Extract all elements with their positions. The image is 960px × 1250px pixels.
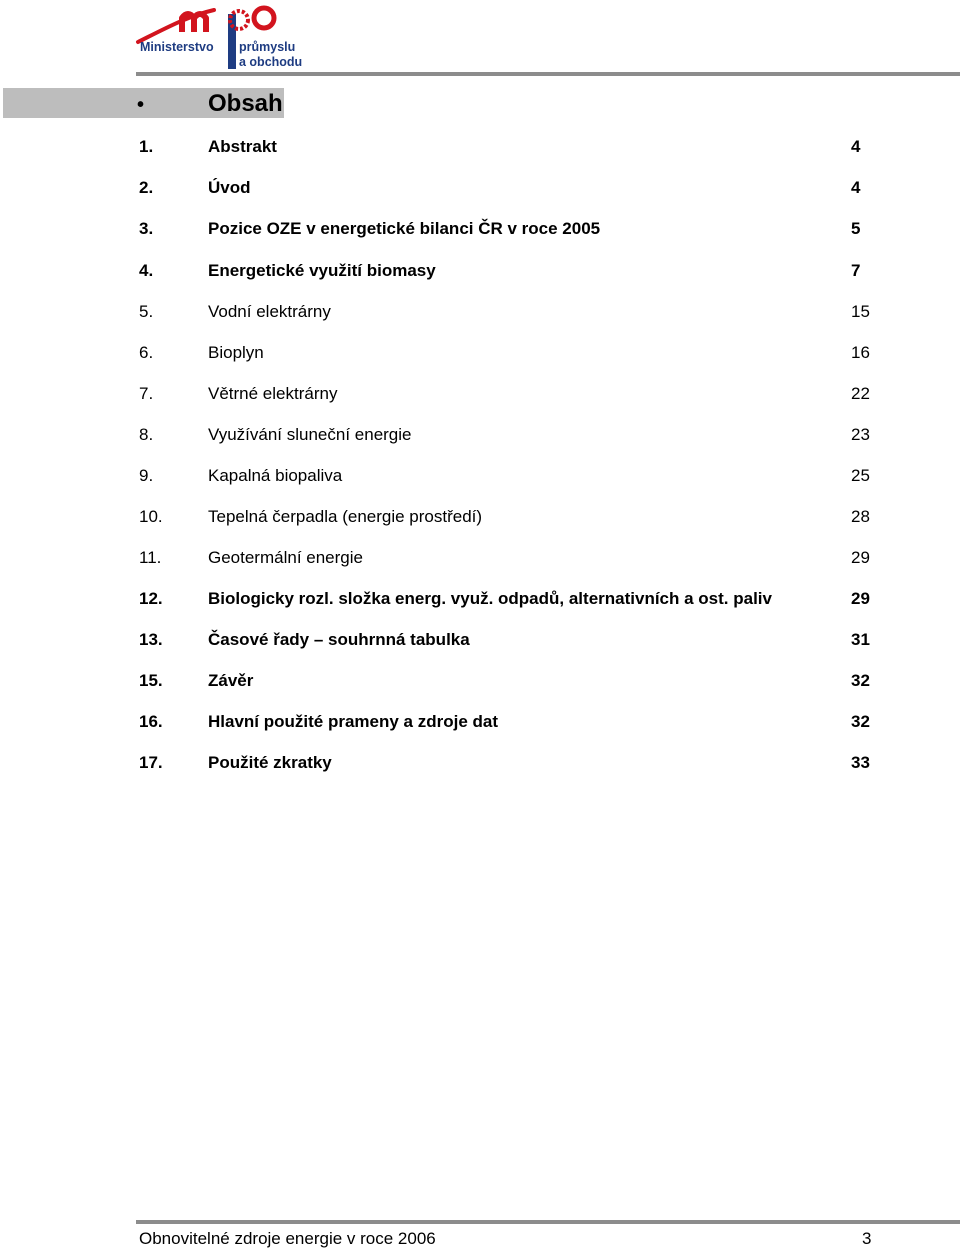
toc-item-page: 25 [851,466,870,485]
page-title: Obsah [208,90,283,117]
toc-item-page: 32 [851,712,870,731]
toc-item-page: 32 [851,671,870,690]
toc-item-page: 4 [851,178,861,197]
toc-item[interactable] [0,424,960,446]
toc-item[interactable] [0,383,960,405]
toc-item[interactable] [0,218,960,240]
toc-item-number: 1. [139,137,154,156]
toc-item-title: Kapalná biopaliva [208,466,343,485]
toc-item-title: Vodní elektrárny [208,302,331,321]
toc-item[interactable] [0,670,960,692]
toc-item[interactable] [0,506,960,528]
page-number: 3 [862,1229,872,1248]
toc-item[interactable] [0,301,960,323]
toc-item-number: 12. [139,589,163,608]
toc-item-number: 15. [139,671,163,690]
toc-item-page: 33 [851,753,870,772]
toc-item-title: Časové řady – souhrnná tabulka [208,630,470,649]
toc-item-title: Biologicky rozl. složka energ. využ. odpadů, alternativních a ost. paliv [208,589,772,608]
footer-rule [136,1220,960,1224]
toc-item-title: Použité zkratky [208,753,332,772]
toc-item-number: 8. [139,425,154,444]
toc-item-title: Energetické využití biomasy [208,261,436,280]
logo-text-line3: a obchodu [239,55,303,69]
toc-item-page: 28 [851,507,870,526]
toc-item-number: 17. [139,753,163,772]
toc-item[interactable] [0,752,960,774]
toc-item-title: Abstrakt [208,137,277,156]
heading-bullet: • [137,94,145,116]
footer-title: Obnovitelné zdroje energie v roce 2006 [139,1229,436,1248]
toc-item-title: Bioplyn [208,343,264,362]
toc-item-number: 16. [139,712,163,731]
toc-item-number: 2. [139,178,154,197]
logo-text-line2: průmyslu [239,40,296,54]
toc-item-number: 13. [139,630,163,649]
toc-item[interactable] [0,136,960,158]
mpo-logo-mark [136,2,301,72]
toc-item[interactable] [0,547,960,569]
toc-item-number: 4. [139,261,154,280]
toc-item-title: Pozice OZE v energetické bilanci ČR v roce 2005 [208,219,601,238]
toc-item-number: 7. [139,384,154,403]
toc-item-title: Geotermální energie [208,548,363,567]
toc-item-title: Větrné elektrárny [208,384,338,403]
toc-item-page: 22 [851,384,870,403]
toc-item[interactable] [0,711,960,733]
toc-item-page: 7 [851,261,861,280]
toc-item-number: 9. [139,466,154,485]
logo-letter-o [254,8,274,28]
logo-letter-m [182,14,206,32]
toc-item-number: 11. [139,548,162,567]
toc-item[interactable] [0,260,960,282]
toc-item-title: Závěr [208,671,254,690]
toc-item-page: 16 [851,343,870,362]
toc-item-title: Hlavní použité prameny a zdroje dat [208,712,499,731]
header-rule [136,72,960,76]
toc-item-page: 5 [851,219,861,238]
toc-item[interactable] [0,465,960,487]
toc-item-page: 15 [851,302,870,321]
toc-item-page: 23 [851,425,870,444]
logo-text-line1: Ministerstvo [140,40,214,54]
toc-item-page: 29 [851,548,870,567]
toc-item-page: 31 [851,630,870,649]
toc-item-title: Využívání sluneční energie [208,425,412,444]
ministry-logo [136,2,301,72]
toc-item-number: 6. [139,343,154,362]
toc-item[interactable] [0,342,960,364]
toc-item[interactable] [0,588,960,610]
toc-item-title: Úvod [208,178,251,197]
toc-item-number: 5. [139,302,154,321]
toc-item[interactable] [0,629,960,651]
toc-item-page: 29 [851,589,870,608]
toc-item-number: 10. [139,507,163,526]
toc-item-number: 3. [139,219,154,238]
toc-item-page: 4 [851,137,861,156]
toc-item-title: Tepelná čerpadla (energie prostředí) [208,507,483,526]
toc-item[interactable] [0,177,960,199]
